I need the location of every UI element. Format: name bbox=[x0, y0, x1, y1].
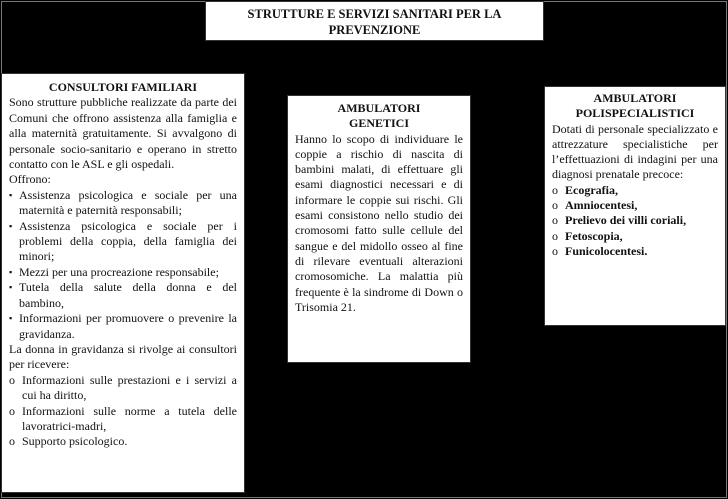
consultori-heading: CONSULTORI FAMILIARI bbox=[48, 80, 198, 94]
list-item: ▪ Assistenza psicologica e sociale per i problemi della coppia, della famiglia dei minori; bbox=[9, 218, 237, 264]
main-title: STRUTTURE E SERVIZI SANITARI PER LA PREVENZIONE bbox=[247, 7, 502, 37]
list-item: ▪ Informazioni per promuovere o prevenire la gravidanza. bbox=[9, 311, 237, 341]
offerte-list bbox=[9, 188, 237, 342]
square-bullet-icon: ▪ bbox=[9, 220, 13, 231]
square-bullet-icon: ▪ bbox=[9, 282, 13, 293]
circle-bullet-icon: o bbox=[9, 434, 15, 449]
offrono-label: Offrono: bbox=[9, 172, 51, 187]
list-item: o Funicolocentesi. bbox=[552, 243, 648, 258]
list-item: o Prelievo dei villi coriali, bbox=[552, 213, 687, 228]
donna-gravidanza-text: La donna in gravidanza si rivolge ai consultori per ricevere: bbox=[9, 341, 237, 372]
square-bullet-icon: ▪ bbox=[9, 313, 13, 324]
title-box bbox=[205, 1, 544, 41]
ricevere-list bbox=[9, 373, 237, 450]
list-item: ▪ Tutela della salute della donna e del bambino, bbox=[9, 280, 237, 310]
list-item: o Fetoscopia, bbox=[552, 228, 623, 243]
ambulatori-polispecialistici-box bbox=[544, 86, 726, 326]
circle-bullet-icon: o bbox=[552, 243, 558, 258]
list-item: ▪ Mezzi per una procreazione responsabile; bbox=[9, 264, 219, 279]
list-item: ▪ Assistenza psicologica e sociale per una maternità e paternità responsabili; bbox=[9, 187, 237, 218]
circle-bullet-icon: o bbox=[552, 182, 558, 197]
list-item: o Supporto psicologico. bbox=[9, 434, 128, 449]
circle-bullet-icon: o bbox=[552, 198, 558, 213]
circle-bullet-icon: o bbox=[552, 228, 558, 243]
ambulatori-genetici-box bbox=[287, 95, 471, 363]
list-item: o Ecografia, bbox=[552, 182, 618, 197]
polispecialistici-body: Dotati di personale specializzato e attrezzature specialistiche per l’effettuazioni di indagini per una diagnosi prenatale precoce: bbox=[552, 121, 718, 182]
consultori-intro: Sono strutture pubbliche realizzate da parte dei Comuni che offrono assistenza alla famiglia e alla maternità gratuitamente. Si avvalgono di personale socio-sanitario e operano in stretto contatto con le ASL e gli ospedali. bbox=[9, 95, 237, 172]
list-item: o Amniocentesi, bbox=[552, 198, 638, 213]
circle-bullet-icon: o bbox=[552, 213, 558, 228]
square-bullet-icon: ▪ bbox=[9, 266, 13, 277]
polispecialistici-heading: AMBULATORI POLISPECIALISTICI bbox=[575, 91, 695, 121]
esami-list bbox=[552, 183, 718, 259]
circle-bullet-icon: o bbox=[9, 372, 15, 387]
circle-bullet-icon: o bbox=[9, 403, 15, 418]
genetici-body: Hanno lo scopo di individuare le coppie a rischio di nascita di bambini malati, di effettuare gli esami diagnostici necessari e di informare le coppie sui rischi. Gli esami consistono nello studio dei cromosomi fatto sulle cellule del sangue e del midollo osseo al fine di rilevare eventuali alterazioni cromosomiche. La malattia più frequente è la sindrome di Down o Trisomia 21. bbox=[295, 131, 463, 314]
genetici-heading: AMBULATORI GENETICI bbox=[337, 101, 421, 131]
list-item: o Informazioni sulle norme a tutela delle lavoratrici-madri, bbox=[9, 403, 237, 433]
consultori-familiari-box bbox=[1, 73, 245, 493]
square-bullet-icon: ▪ bbox=[9, 189, 13, 200]
list-item: o Informazioni sulle prestazioni e i servizi a cui ha diritto, bbox=[9, 372, 237, 403]
